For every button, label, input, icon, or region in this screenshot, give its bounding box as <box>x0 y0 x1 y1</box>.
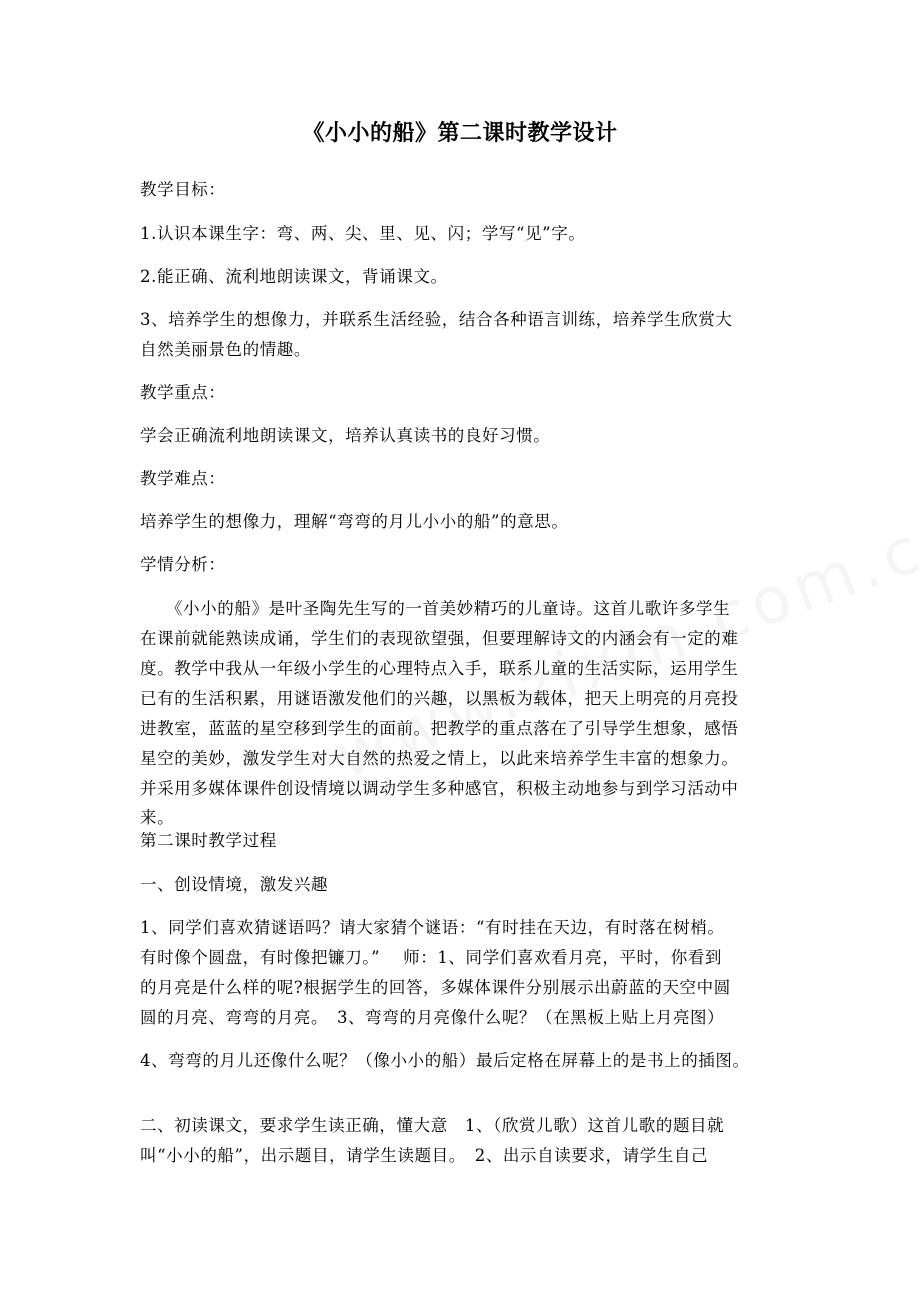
document-title: 《小小的船》第二课时教学设计 <box>302 121 618 146</box>
step-2-paragraph-line: 二、初读课文，要求学生读正确，懂大意 1、（欣赏儿歌）这首儿歌的题目就 <box>140 1116 725 1135</box>
analysis-paragraph-line: 《小小的船》是叶圣陶先生写的一首美妙精巧的儿童诗。这首儿歌许多学生 <box>140 599 731 618</box>
section-heading-analysis: 学情分析： <box>140 555 226 574</box>
section-heading-key-points: 教学重点： <box>140 383 226 402</box>
analysis-paragraph-line: 星空的美妙，激发学生对大自然的热爱之情上，以此来培养学生丰富的想象力。 <box>140 749 739 768</box>
section-heading-objectives: 教学目标： <box>140 180 226 199</box>
step-1-final-line: 4、弯弯的月儿还像什么呢？（像小小的船）最后定格在屏幕上的是书上的插图。 <box>140 1051 750 1070</box>
analysis-paragraph-line: 已有的生活积累，用谜语激发他们的兴趣，以黑板为载体，把天上明亮的月亮投 <box>140 689 739 708</box>
step-1-paragraph-line: 1、同学们喜欢猜谜语吗？请大家猜个谜语：“有时挂在天边，有时落在树梢。 <box>140 918 725 937</box>
objective-1: 1.认识本课生字：弯、两、尖、里、见、闪；学写“见”字。 <box>140 224 586 243</box>
analysis-paragraph-line: 来。 <box>140 808 175 827</box>
step-1-paragraph-line: 圆的月亮、弯弯的月亮。 3、弯弯的月亮像什么呢？（在黑板上贴上月亮图） <box>140 1008 725 1027</box>
objective-3-line-2: 自然美丽景色的情趣。 <box>140 340 311 359</box>
step-2-paragraph-line: 叫“小小的船”，出示题目，请学生读题目。 2、出示自读要求，请学生自己 <box>140 1146 709 1165</box>
analysis-paragraph-line: 在课前就能熟读成诵，学生们的表现欲望强，但要理解诗文的内涵会有一定的难 <box>140 629 739 648</box>
analysis-paragraph-line: 度。教学中我从一年级小学生的心理特点入手，联系儿童的生活实际，运用学生 <box>140 659 739 678</box>
analysis-paragraph-line: 进教室，蓝蓝的星空移到学生的面前。把教学的重点落在了引导学生想象，感悟 <box>140 719 739 738</box>
difficulty-text: 培养学生的想像力，理解“弯弯的月儿小小的船”的意思。 <box>140 512 569 531</box>
key-point-text: 学会正确流利地朗读课文，培养认真读书的良好习惯。 <box>140 426 551 445</box>
step-1-heading: 一、创设情境，激发兴趣 <box>140 875 329 894</box>
objective-2: 2.能正确、流利地朗读课文，背诵课文。 <box>140 267 448 286</box>
analysis-paragraph-line: 并采用多媒体课件创设情境以调动学生多种感官，积极主动地参与到学习活动中 <box>140 779 739 798</box>
step-1-paragraph-line: 有时像个圆盘，有时像把镰刀。” 师：1、同学们喜欢看月亮，平时，你看到 <box>140 948 723 967</box>
objective-3-line-1: 3、培养学生的想像力，并联系生活经验，结合各种语言训练，培养学生欣赏大 <box>140 310 733 329</box>
section-heading-difficulties: 教学难点： <box>140 469 226 488</box>
section-heading-process: 第二课时教学过程 <box>140 831 277 850</box>
step-1-paragraph-line: 的月亮是什么样的呢?根据学生的回答，多媒体课件分别展示出蔚蓝的天空中圆 <box>140 978 731 997</box>
